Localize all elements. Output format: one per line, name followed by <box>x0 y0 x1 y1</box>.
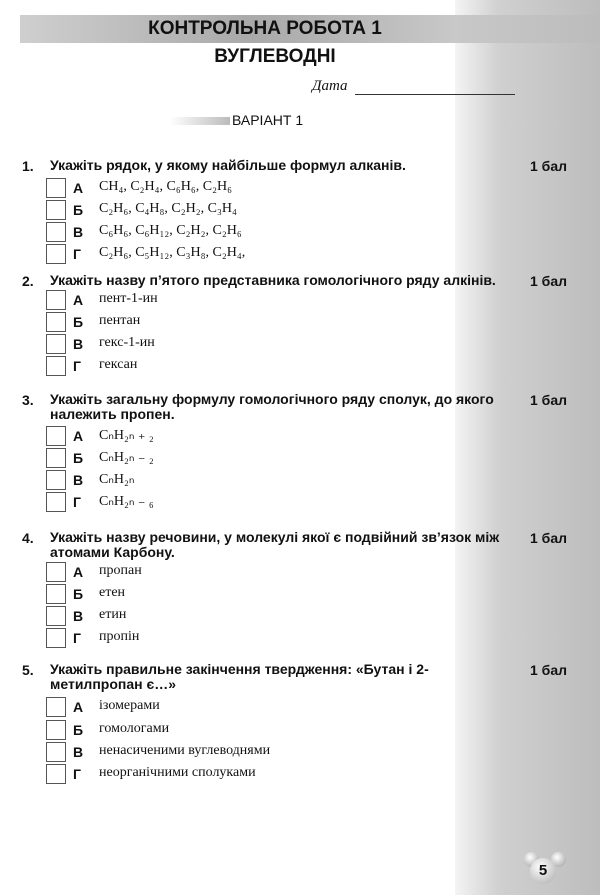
option-text: етен <box>99 585 126 600</box>
answer-checkbox[interactable] <box>46 628 66 648</box>
question-points: 1 бал <box>530 530 568 546</box>
option-text: неорганічними сполуками <box>99 765 256 780</box>
answer-checkbox[interactable] <box>46 470 66 490</box>
option-letter: А <box>73 699 84 715</box>
answer-checkbox[interactable] <box>46 200 66 220</box>
question-points: 1 бал <box>530 662 568 678</box>
variant-decoration <box>170 117 230 125</box>
option-text: ізомерами <box>99 698 160 713</box>
option-letter: А <box>73 180 84 196</box>
option-letter: В <box>73 744 84 760</box>
option-letter: А <box>73 292 84 308</box>
option-text: CₙH₂ₙ ₋ ₆ <box>99 494 154 509</box>
option-letter: В <box>73 224 84 240</box>
option-text: гексан <box>99 357 138 372</box>
option-letter: Б <box>73 450 84 466</box>
question-text: Укажіть загальну формулу гомологічного ряду сполук, до якого належить пропен. <box>50 391 494 422</box>
question-number: 2. <box>22 273 34 289</box>
option-letter: А <box>73 428 84 444</box>
question-number: 1. <box>22 158 34 174</box>
answer-checkbox[interactable] <box>46 290 66 310</box>
option-text: C₂H₆, C₄H₈, C₂H₂, C₃H₄ <box>99 201 237 216</box>
page-number: 5 <box>530 858 556 884</box>
question-text: Укажіть правильне закінчення твердження: «Бутан і 2-метилпропан є…» <box>50 661 429 692</box>
option-text: гомологами <box>99 721 170 736</box>
page-title: КОНТРОЛЬНА РОБОТА 1 <box>148 18 382 39</box>
option-text: пент-1-ин <box>99 291 158 306</box>
question-text: Укажіть рядок, у якому найбільше формул алканів. <box>50 157 406 173</box>
variant-label: ВАРІАНТ 1 <box>232 112 304 128</box>
option-letter: Г <box>73 494 81 510</box>
option-text: пентан <box>99 313 141 328</box>
answer-checkbox[interactable] <box>46 178 66 198</box>
option-letter: В <box>73 472 84 488</box>
option-letter: Б <box>73 586 84 602</box>
option-letter: Г <box>73 358 81 374</box>
option-text: етин <box>99 607 127 622</box>
option-letter: В <box>73 608 84 624</box>
page-subtitle: ВУГЛЕВОДНІ <box>214 46 336 67</box>
option-letter: Г <box>73 246 81 262</box>
answer-checkbox[interactable] <box>46 356 66 376</box>
option-text: C₂H₆, C₅H₁₂, C₃H₈, C₂H₄, <box>99 245 246 260</box>
option-text: CH₄, C₂H₄, C₆H₆, C₂H₆ <box>99 179 232 194</box>
answer-checkbox[interactable] <box>46 720 66 740</box>
option-text: пропін <box>99 629 140 644</box>
option-letter: Г <box>73 766 81 782</box>
date-field[interactable] <box>355 94 515 95</box>
option-letter: А <box>73 564 84 580</box>
answer-checkbox[interactable] <box>46 426 66 446</box>
answer-checkbox[interactable] <box>46 697 66 717</box>
question-number: 5. <box>22 662 34 678</box>
question-points: 1 бал <box>530 158 568 174</box>
question-points: 1 бал <box>530 273 568 289</box>
answer-checkbox[interactable] <box>46 764 66 784</box>
option-text: пропан <box>99 563 142 578</box>
option-text: C₆H₆, C₆H₁₂, C₂H₂, C₂H₆ <box>99 223 242 238</box>
answer-checkbox[interactable] <box>46 244 66 264</box>
option-letter: Б <box>73 202 84 218</box>
answer-checkbox[interactable] <box>46 562 66 582</box>
question-number: 4. <box>22 530 34 546</box>
answer-checkbox[interactable] <box>46 584 66 604</box>
date-label: Дата <box>312 78 348 94</box>
option-text: CₙH₂ₙ ₋ ₂ <box>99 450 154 465</box>
option-letter: Б <box>73 314 84 330</box>
option-text: CₙH₂ₙ ₊ ₂ <box>99 428 154 443</box>
answer-checkbox[interactable] <box>46 312 66 332</box>
answer-checkbox[interactable] <box>46 606 66 626</box>
answer-checkbox[interactable] <box>46 448 66 468</box>
question-text: Укажіть назву речовини, у молекулі якої є подвійний зв’язок між атомами Карбону. <box>50 529 500 560</box>
answer-checkbox[interactable] <box>46 742 66 762</box>
question-points: 1 бал <box>530 392 568 408</box>
answer-checkbox[interactable] <box>46 492 66 512</box>
question-text: Укажіть назву п’ятого представника гомологічного ряду алкінів. <box>50 272 496 288</box>
answer-checkbox[interactable] <box>46 334 66 354</box>
option-text: гекс-1-ин <box>99 335 155 350</box>
side-margin-strip <box>455 0 600 895</box>
option-letter: Б <box>73 722 84 738</box>
option-text: CₙH₂ₙ <box>99 472 135 487</box>
option-letter: Г <box>73 630 81 646</box>
option-letter: В <box>73 336 84 352</box>
option-text: ненасиченими вуглеводнями <box>99 743 271 758</box>
answer-checkbox[interactable] <box>46 222 66 242</box>
question-number: 3. <box>22 392 34 408</box>
